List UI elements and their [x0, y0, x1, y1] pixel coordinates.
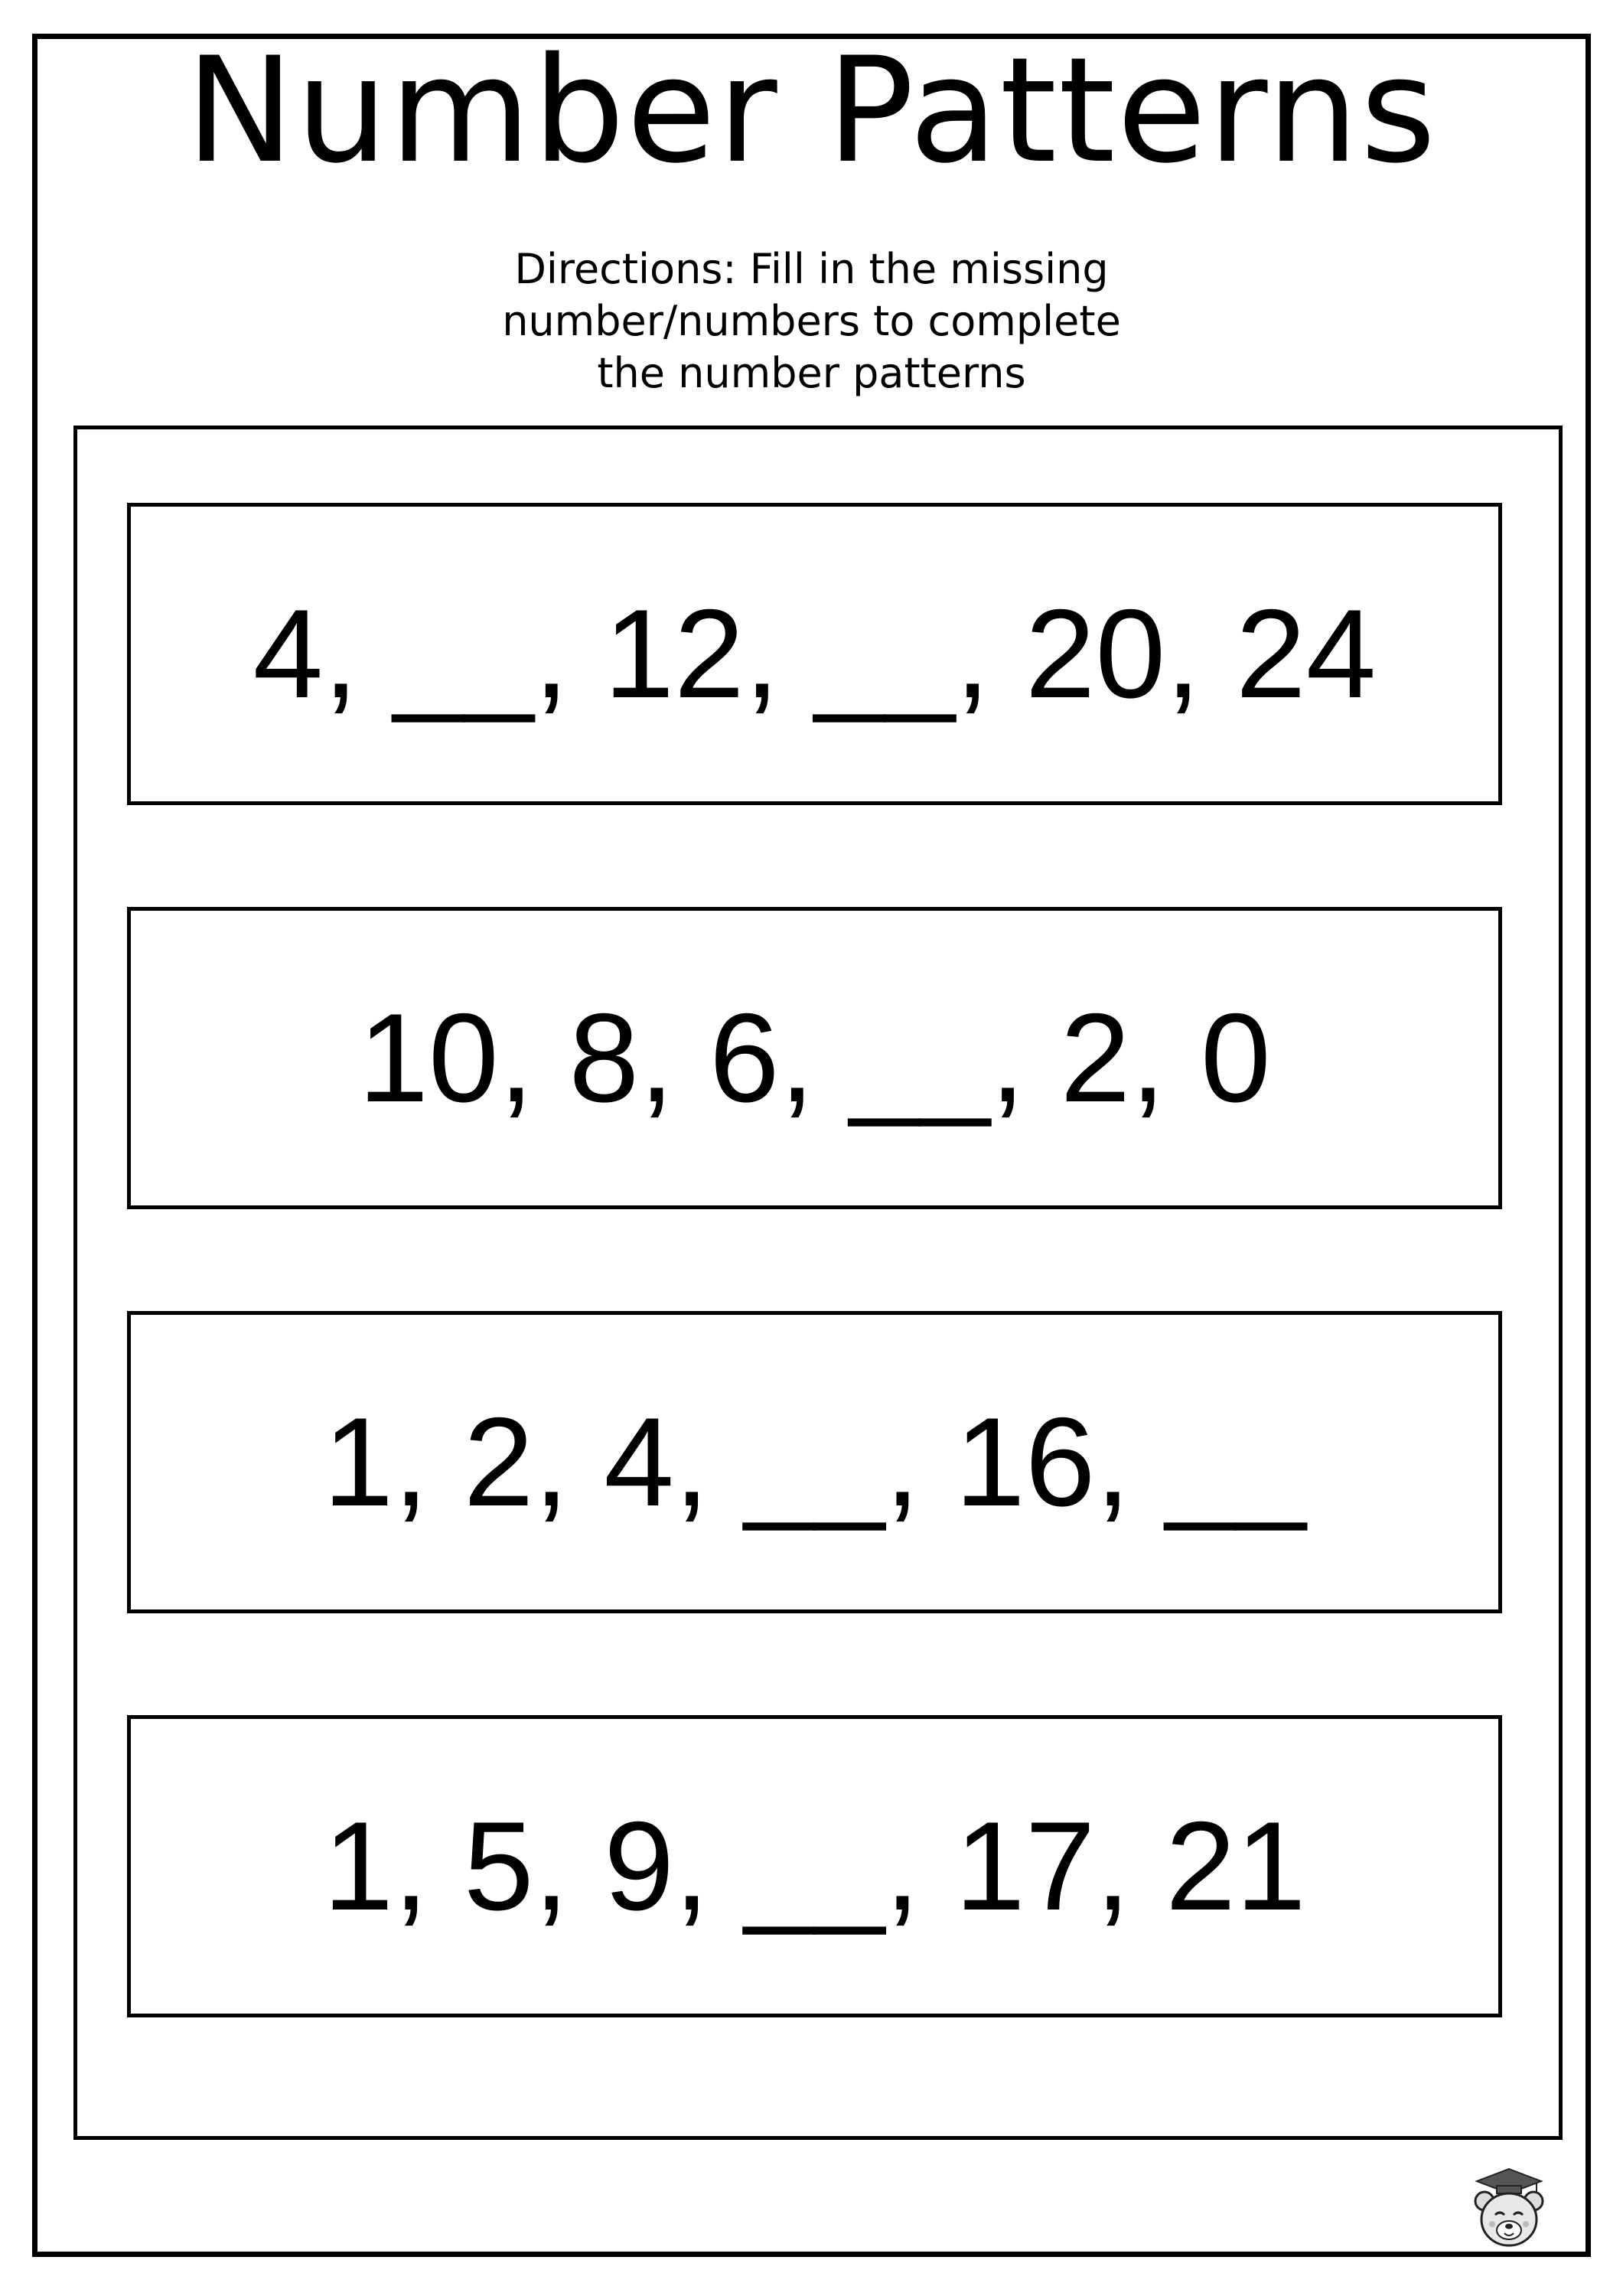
pattern-box-3: [127, 1311, 1502, 1613]
pattern-box-4: [127, 1715, 1502, 2017]
directions-line-3: the number patterns: [597, 349, 1026, 397]
pattern-box-1: [127, 503, 1502, 805]
pattern-text-1: 4, __, 12, __, 20, 24: [253, 583, 1377, 724]
page-title: Number Patterns: [185, 26, 1438, 195]
directions-line-2: number/numbers to complete: [502, 297, 1121, 345]
pattern-text-2: 10, 8, 6, __, 2, 0: [358, 987, 1271, 1128]
pattern-box-2: [127, 907, 1502, 1209]
directions: [0, 243, 1623, 400]
graduate-bear-icon: [1466, 2166, 1552, 2252]
pattern-text-3: 1, 2, 4, __, 16, __: [323, 1391, 1306, 1532]
pattern-text-4: 1, 5, 9, __, 17, 21: [323, 1795, 1306, 1936]
directions-line-1: Directions: Fill in the missing: [514, 245, 1109, 293]
